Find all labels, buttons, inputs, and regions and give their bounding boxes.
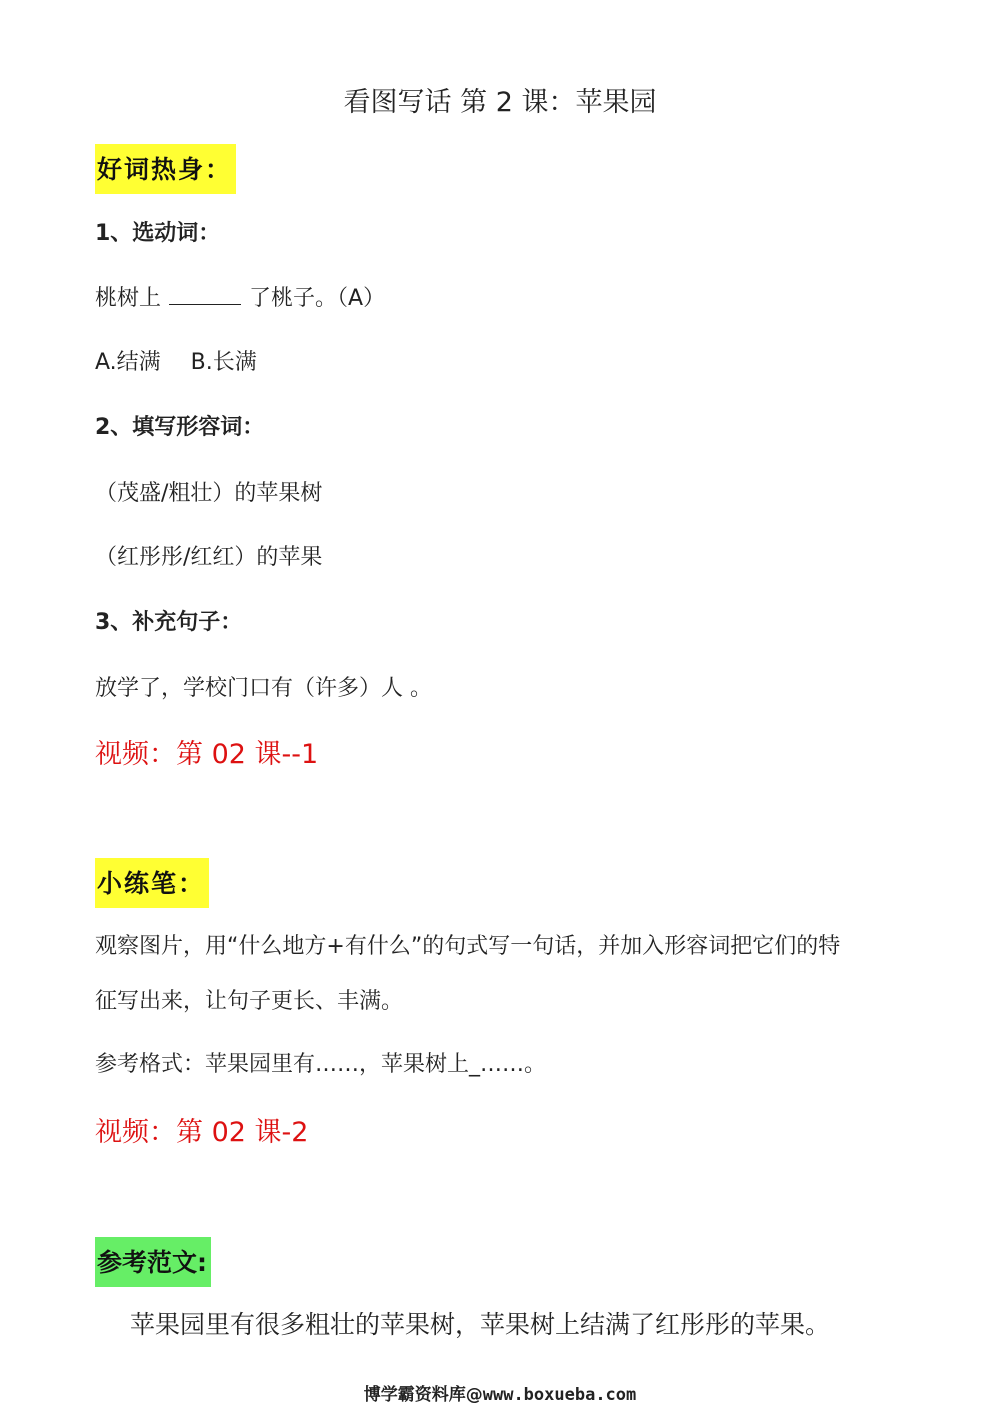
sentence-before-blank: 桃树上 <box>95 286 162 311</box>
footer <box>0 1380 1000 1405</box>
video-link-1: 视频：第 02 课--1 <box>95 739 319 770</box>
sentence-after-blank: 了桃子。（A） <box>249 286 386 311</box>
option-a: A.结满 <box>95 350 161 375</box>
video-link-2: 视频：第 02 课-2 <box>95 1117 309 1148</box>
footer-site-name: 博学霸资料库@ <box>363 1385 483 1405</box>
footer-url: www.boxueba.com <box>482 1385 637 1405</box>
page-title: 看图写话 第 2 课：苹果园 <box>343 87 657 118</box>
option-b: B.长满 <box>190 350 257 375</box>
practice-heading: 小练笔： <box>95 858 209 908</box>
practice-instruction-line-2: 征写出来，让句子更长、丰满。 <box>95 989 404 1014</box>
warmup-heading: 好词热身： <box>95 144 236 194</box>
sample-text: 苹果园里有很多粗壮的苹果树，苹果树上结满了红彤彤的苹果。 <box>130 1310 831 1339</box>
question-1-heading: 1、选动词： <box>95 221 221 246</box>
practice-instruction-line-1: 观察图片，用“什么地方+有什么”的句式写一句话，并加入形容词把它们的特 <box>95 934 841 959</box>
fill-blank <box>169 282 241 305</box>
question-3-line-1: 放学了，学校门口有（许多）人 。 <box>95 676 432 701</box>
question-1-sentence <box>95 281 385 312</box>
question-2-heading: 2、填写形容词： <box>95 415 265 440</box>
question-2-line-2: （红彤彤/红红）的苹果 <box>95 545 323 570</box>
practice-format: 参考格式：苹果园里有……，苹果树上_……。 <box>95 1052 547 1077</box>
question-3-heading: 3、补充句子： <box>95 610 243 635</box>
sample-heading: 参考范文: <box>95 1237 211 1287</box>
question-2-line-1: （茂盛/粗壮）的苹果树 <box>95 481 323 506</box>
question-1-options <box>95 345 257 376</box>
